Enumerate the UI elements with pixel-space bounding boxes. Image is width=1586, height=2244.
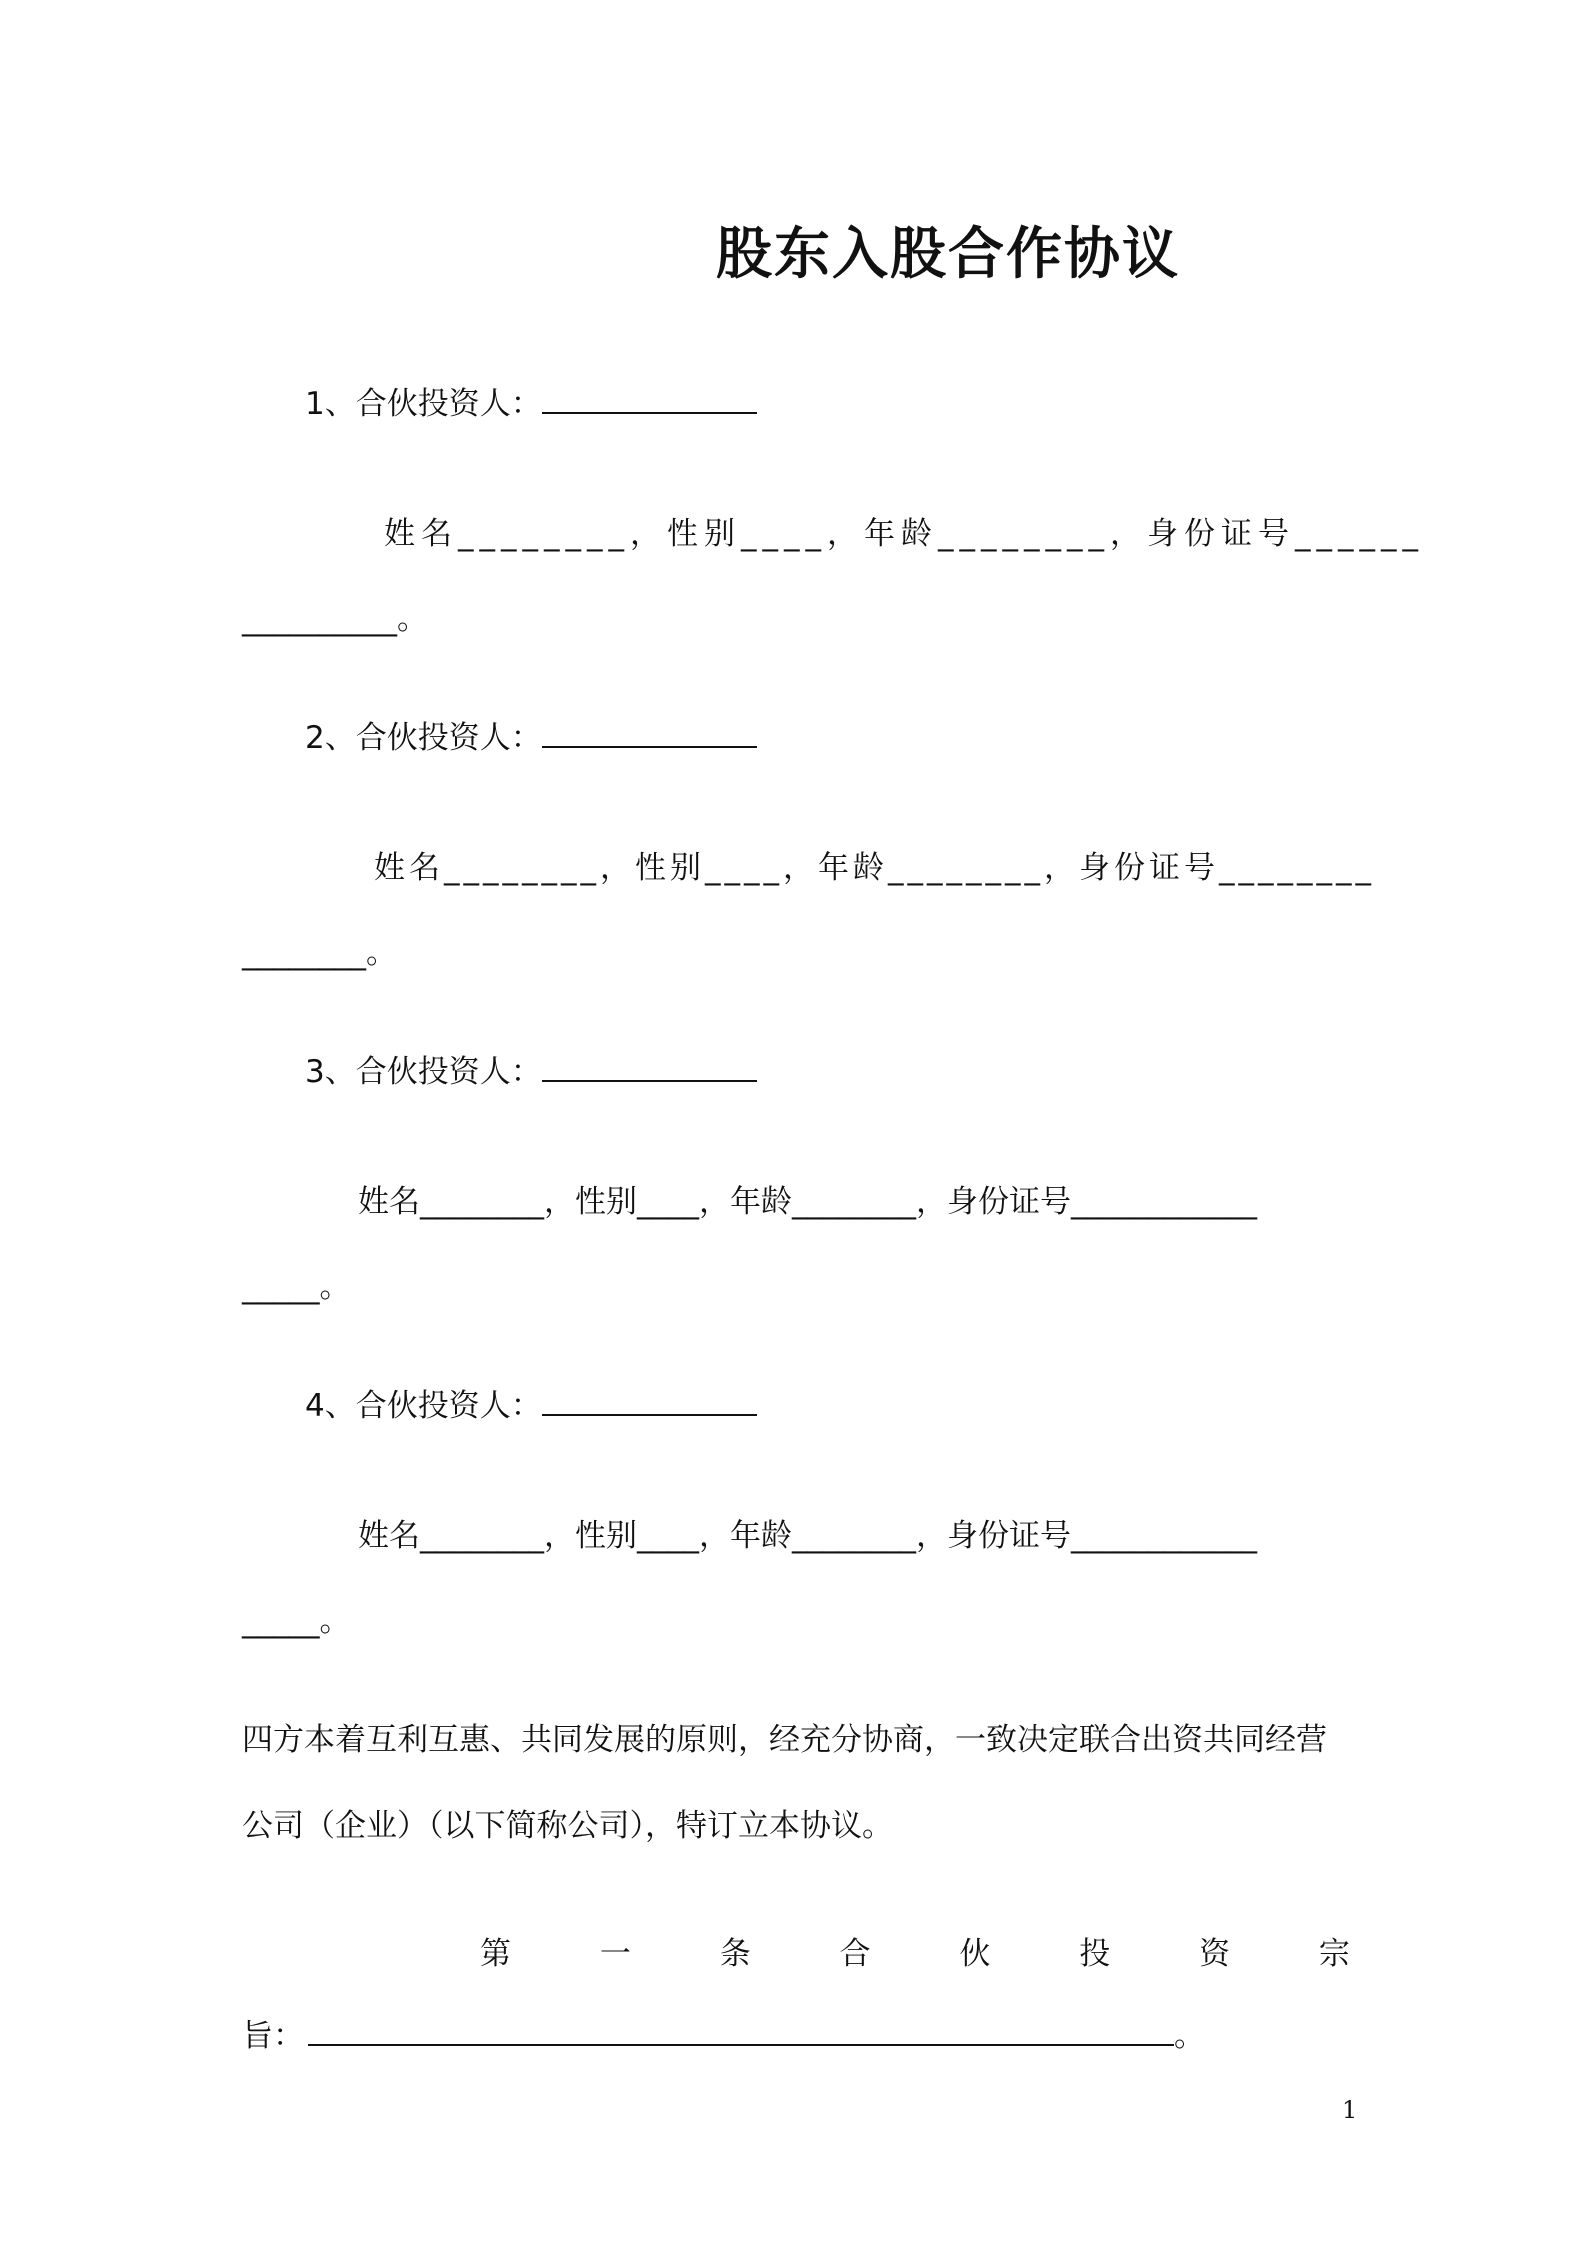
investor-4-details: 姓名________，性别____，年龄________，身份证号____________: [358, 1518, 1257, 1554]
investor-3-blank: [542, 1047, 757, 1082]
document-title: 股东入股合作协议: [716, 222, 1180, 287]
investor-1-row: [305, 378, 757, 423]
investor-1-blank: [542, 379, 757, 414]
article-1-continuation: [242, 2010, 1205, 2055]
article-1-cont-label: 旨：: [242, 2018, 304, 2054]
investor-2-blank: [542, 713, 757, 748]
page-number: 1: [1342, 2096, 1358, 2124]
intro-line-1: 四方本着互利互惠、共同发展的原则，经充分协商，一致决定联合出资共同经营: [242, 1722, 1327, 1758]
investor-4-blank: [542, 1381, 757, 1416]
article-1-char: 条: [719, 1936, 751, 1972]
investor-2-continuation: ________。: [242, 935, 397, 971]
investor-3-label: 3、合伙投资人：: [305, 1054, 542, 1090]
investor-1-details: 姓名________，性别____，年龄________，身份证号______: [384, 516, 1424, 552]
investor-4-continuation: _____。: [242, 1603, 351, 1639]
investor-2-details: 姓名________，性别____，年龄________，身份证号________: [374, 850, 1375, 886]
investor-4-label: 4、合伙投资人：: [305, 1388, 542, 1424]
investor-1-continuation: __________。: [242, 601, 428, 637]
article-1-end: 。: [1174, 2018, 1205, 2054]
investor-3-details: 姓名________，性别____，年龄________，身份证号____________: [358, 1184, 1257, 1220]
investor-1-label: 1、合伙投资人：: [305, 386, 542, 422]
article-1-char: 第: [480, 1936, 511, 1972]
investor-3-continuation: _____。: [242, 1269, 351, 1305]
article-1-char: 资: [1199, 1936, 1231, 1972]
investor-2-row: [305, 712, 757, 757]
article-1-heading: [480, 1928, 1350, 1973]
article-1-char: 伙: [959, 1936, 991, 1972]
intro-line-2: 公司（企业）（以下简称公司），特订立本协议。: [242, 1808, 893, 1844]
investor-3-row: [305, 1046, 757, 1091]
article-1-char: 投: [1079, 1936, 1111, 1972]
investor-4-row: [305, 1380, 757, 1425]
article-1-char: 合: [839, 1936, 871, 1972]
article-1-blank: [308, 2011, 1174, 2046]
investor-2-label: 2、合伙投资人：: [305, 720, 542, 756]
article-1-char: 一: [599, 1936, 631, 1972]
article-1-char: 宗: [1318, 1936, 1350, 1972]
